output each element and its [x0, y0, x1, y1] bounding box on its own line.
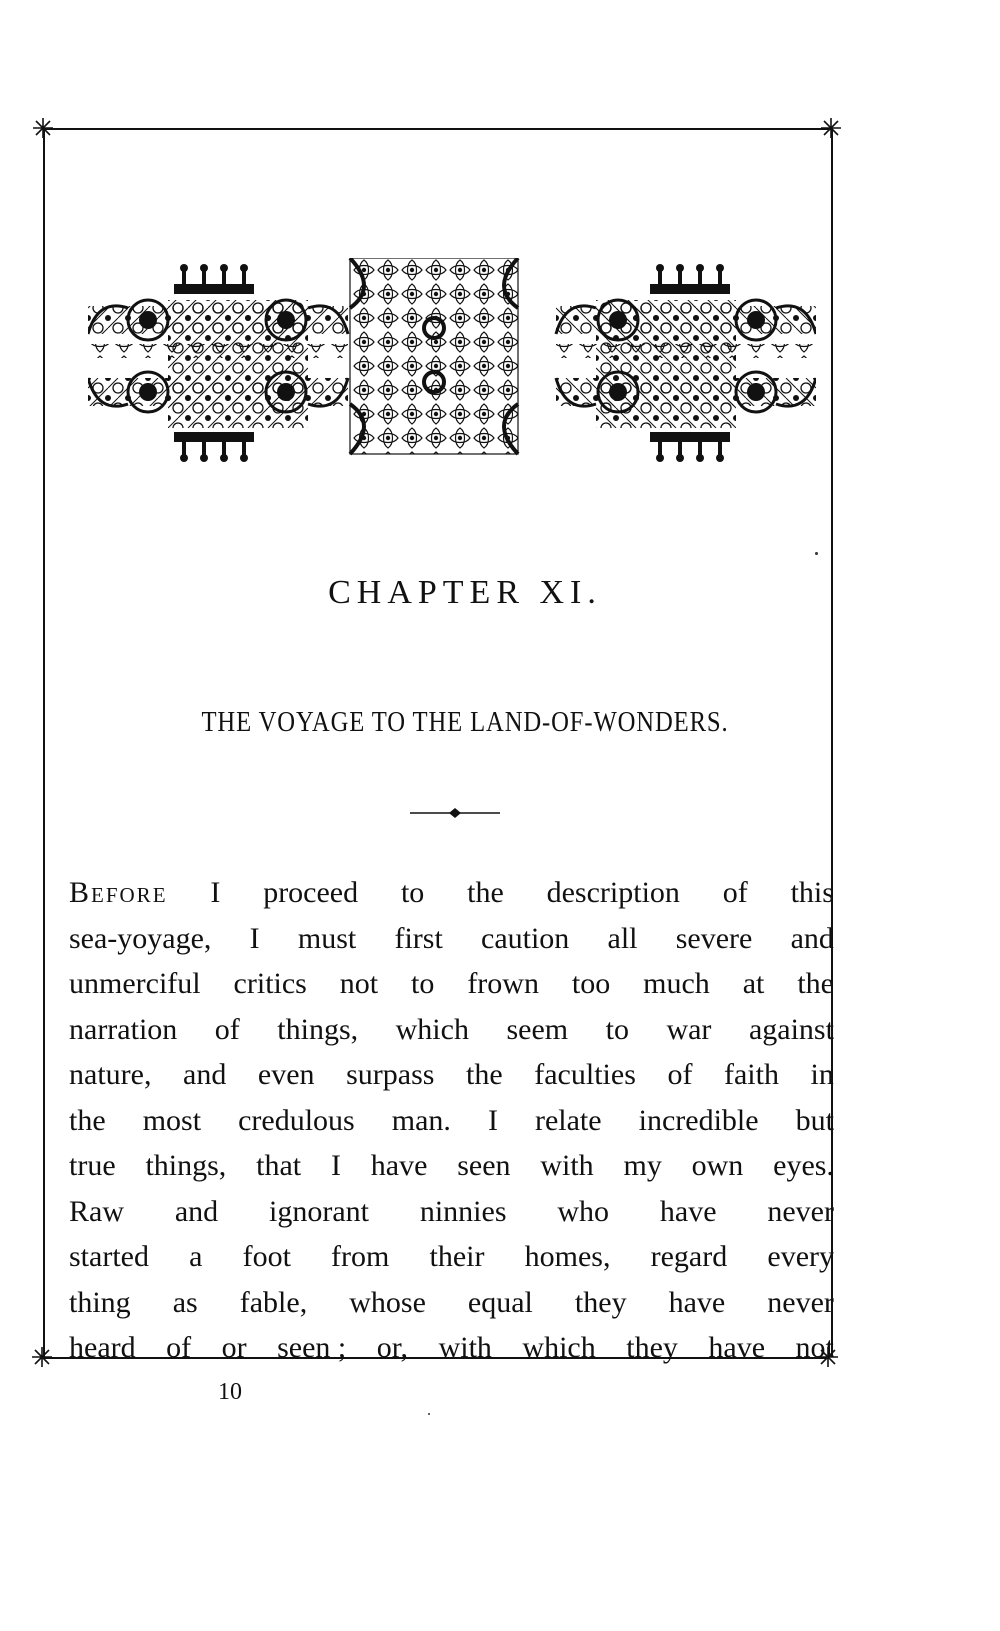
- text-line: [69, 1189, 834, 1235]
- text-line: [69, 870, 834, 916]
- word: with: [540, 1149, 594, 1182]
- diamond-rule-icon: [410, 806, 500, 820]
- frame-left-rule: [43, 128, 45, 1357]
- word: my: [623, 1149, 662, 1182]
- word: in: [810, 1058, 834, 1091]
- word: the: [466, 1058, 503, 1091]
- word: have: [659, 1194, 717, 1228]
- word: true: [69, 1149, 116, 1182]
- word: have: [668, 1285, 726, 1319]
- word: too: [571, 967, 611, 1000]
- word: to: [605, 1012, 629, 1046]
- word: of: [214, 1012, 240, 1046]
- word: homes,: [524, 1240, 611, 1273]
- lead-word: Before: [69, 876, 168, 909]
- word: thing: [69, 1285, 131, 1319]
- word: or: [221, 1331, 247, 1364]
- corner-star-icon: [819, 116, 843, 140]
- word: whose: [349, 1285, 426, 1319]
- word: the: [467, 876, 504, 909]
- word: have: [370, 1149, 428, 1182]
- word: their: [429, 1240, 485, 1273]
- word: own: [691, 1149, 744, 1182]
- word: regard: [650, 1240, 728, 1273]
- body-paragraph: [69, 870, 834, 1371]
- word: caution: [481, 921, 570, 955]
- word: heard: [69, 1331, 136, 1364]
- word: incredible: [638, 1103, 759, 1137]
- word: faculties: [534, 1058, 636, 1091]
- text-line: [69, 1280, 834, 1326]
- word: man.: [391, 1103, 451, 1137]
- word: not: [795, 1331, 834, 1364]
- word: seen: [457, 1149, 511, 1182]
- word: that: [256, 1149, 302, 1182]
- word: which: [395, 1012, 469, 1046]
- word: with: [438, 1331, 492, 1364]
- word: not: [339, 967, 379, 1000]
- word: at: [742, 967, 765, 1000]
- word: they: [574, 1285, 627, 1319]
- text-line: [69, 1325, 834, 1371]
- word: started: [69, 1240, 149, 1273]
- word: narration: [69, 1012, 178, 1046]
- text-line: [69, 1052, 834, 1098]
- word: of: [722, 876, 748, 909]
- chapter-title: CHAPTER XI.: [328, 574, 602, 611]
- word: seen ;: [277, 1331, 347, 1364]
- word: from: [331, 1240, 390, 1273]
- word: have: [708, 1331, 766, 1364]
- word: a: [189, 1240, 203, 1273]
- frame-top-rule: [44, 128, 832, 130]
- word: eyes.: [773, 1149, 834, 1182]
- word: nature,: [69, 1058, 152, 1091]
- word: war: [666, 1012, 712, 1046]
- word: who: [557, 1194, 610, 1228]
- word: must: [297, 921, 357, 955]
- word: ignorant: [269, 1194, 369, 1228]
- word: proceed: [263, 876, 359, 909]
- decorative-headpiece-icon: [88, 258, 816, 470]
- word: severe: [675, 921, 753, 955]
- word: relate: [534, 1103, 602, 1137]
- word: things,: [277, 1012, 359, 1046]
- ink-speck: [428, 1413, 430, 1415]
- text-line: [69, 1098, 834, 1144]
- word: even: [257, 1058, 315, 1091]
- word: fable,: [239, 1285, 308, 1319]
- word: description: [546, 876, 680, 909]
- text-line: [69, 916, 834, 962]
- word: equal: [467, 1285, 533, 1319]
- word: much: [643, 967, 710, 1000]
- word: critics: [233, 967, 307, 1000]
- word: the: [797, 967, 834, 1000]
- word: which: [522, 1331, 596, 1364]
- word: credulous: [238, 1103, 355, 1137]
- word: I: [249, 921, 260, 955]
- word: sea-yoyage,: [69, 921, 212, 955]
- word: and: [183, 1058, 227, 1091]
- word: they: [626, 1331, 678, 1364]
- word: I: [487, 1103, 498, 1137]
- word: I: [330, 1149, 341, 1182]
- word: but: [795, 1103, 834, 1137]
- word: or,: [376, 1331, 409, 1364]
- word: all: [607, 921, 638, 955]
- page-number: 10: [218, 1379, 242, 1405]
- word: faith: [724, 1058, 779, 1091]
- word: of: [667, 1058, 693, 1091]
- word: I: [210, 876, 221, 909]
- word: frown: [467, 967, 539, 1000]
- word: never: [767, 1285, 834, 1319]
- word: first: [394, 921, 443, 955]
- word: to: [411, 967, 435, 1000]
- word: as: [172, 1285, 198, 1319]
- text-line: [69, 961, 834, 1007]
- word: never: [767, 1194, 834, 1228]
- word: every: [767, 1240, 834, 1273]
- word: unmerciful: [69, 967, 201, 1000]
- word: surpass: [346, 1058, 435, 1091]
- text-line: [69, 1007, 834, 1053]
- word: to: [400, 876, 425, 909]
- word: of: [166, 1331, 192, 1364]
- ink-speck: [815, 552, 818, 555]
- word: most: [142, 1103, 202, 1137]
- word: Raw: [69, 1194, 124, 1228]
- word: the: [69, 1103, 106, 1137]
- word: ninnies: [419, 1194, 507, 1228]
- word: seem: [506, 1012, 569, 1046]
- word: foot: [242, 1240, 291, 1273]
- word: things,: [145, 1149, 227, 1182]
- chapter-subtitle: THE VOYAGE TO THE LAND-OF-WONDERS.: [201, 707, 729, 738]
- word: and: [174, 1194, 219, 1228]
- text-line: [69, 1143, 834, 1189]
- word: and: [790, 921, 834, 955]
- corner-star-icon: [31, 116, 55, 140]
- word: against: [748, 1012, 834, 1046]
- word: this: [790, 876, 834, 909]
- corner-star-icon: [30, 1345, 54, 1369]
- text-line: [69, 1234, 834, 1280]
